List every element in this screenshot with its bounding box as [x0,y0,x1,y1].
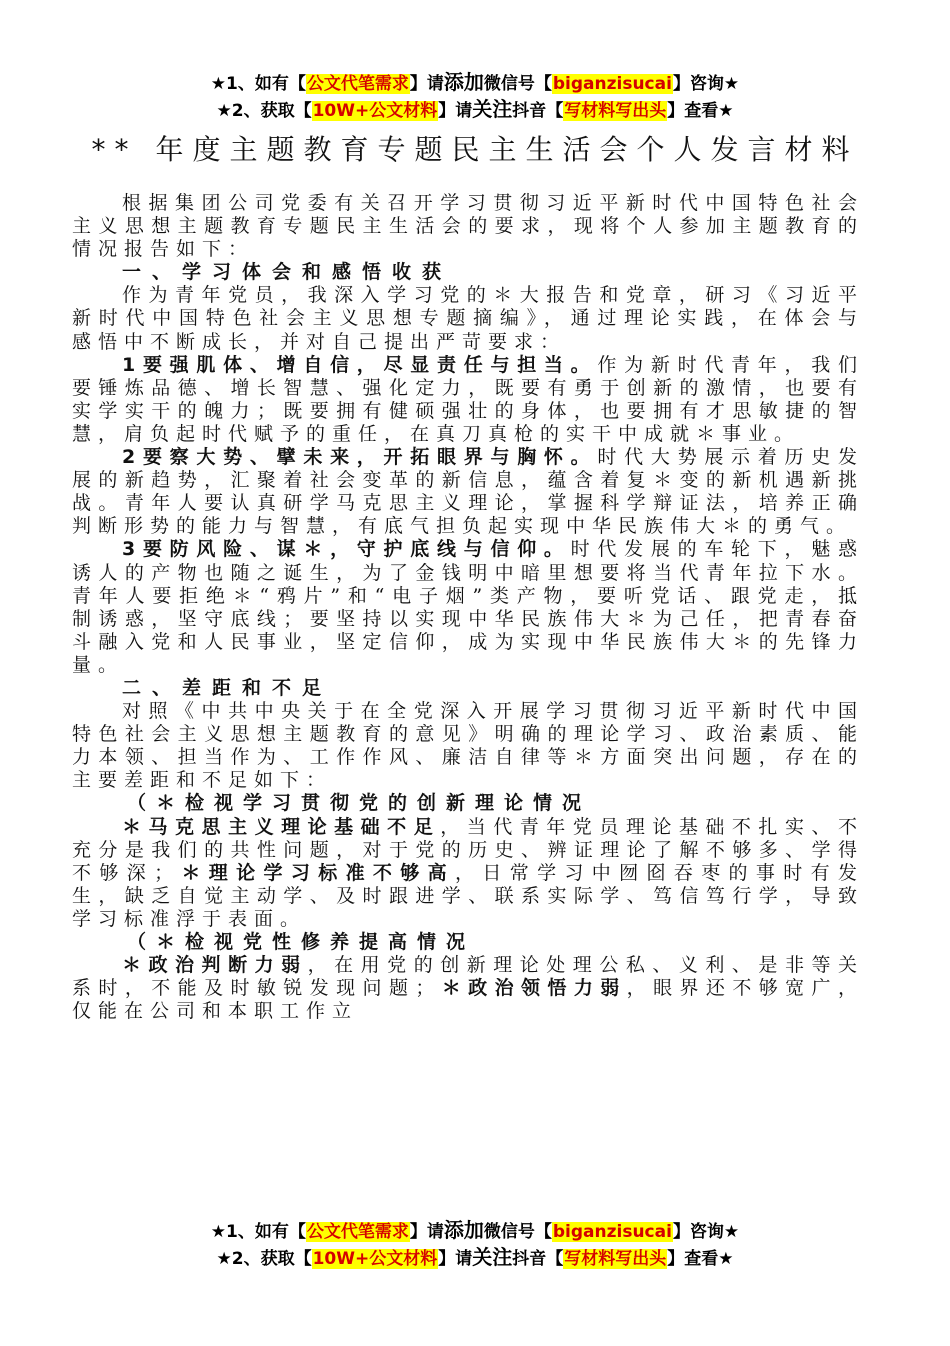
highlight-wechat-id: biganzisucai [552,74,672,94]
section1-intro: 作为青年党员，我深入学习党的＊大报告和党章，研习《习近平新时代中国特色社会主义思想专题摘编》，通过理论实践，在体会与感悟中不断成长，并对自己提出严苛要求： [72,284,864,353]
highlight-service: 公文代笔需求 [306,74,409,94]
document-body [72,192,864,1023]
section1-item-3: 3要防风险、谋＊，守护底线与信仰。时代发展的车轮下，魅惑诱人的产物也随之诞生，为了金钱明中暗里想要将当代青年拉下水。青年人要拒绝＊“鸦片”和“电子烟”类产物，要听党话、跟党走，抵制诱惑，坚守底线；要坚持以实现中华民族伟大＊为己任，把青春奋斗融入党和人民事业，坚定信仰，成为实现中华民族伟大＊的先锋力量。 [72,538,864,676]
promo-line-1: ★1、如有【公文代笔需求】请添加微信号【biganzisucai】咨询★ [210,70,740,94]
highlight-douyin: 写材料写出头 [564,101,667,121]
section1-item-2: 2要察大势、擘未来，开拓眼界与胸怀。时代大势展示着历史发展的新趋势，汇聚着社会变革的新信息，蕴含着复＊变的新机遇新挑战。青年人要认真研学马克思主义理论，掌握科学辩证法，培养正确判断形势的能力与智慧，有底气担负起实现中华民族伟大＊的勇气。 [72,446,864,538]
section1-item-1: 1要强肌体、增自信，尽显责任与担当。作为新时代青年，我们要锤炼品德、增长智慧、强化定力，既要有勇于创新的激情，也要有实学实干的魄力；既要拥有健硕强壮的身体，也要拥有才思敏捷的智慧，肩负起时代赋予的重任，在真刀真枪的实干中成就＊事业。 [72,353,864,445]
promo-banner-bottom [0,1218,950,1272]
section2-heading: 二、差距和不足 [122,676,333,699]
subsection1-paragraph: ＊马克思主义理论基础不足，当代青年党员理论基础不扎实、不充分是我们的共性问题，对于党的历史、辨证理论了解不够多、学得不够深；＊理论学习标准不够高，日常学习中囫囵吞枣的事时有发生，缺乏自觉主动学、及时跟进学、联系实际学、笃信笃行学，导致学习标准浮于表面。 [72,815,864,930]
highlight-douyin: 写材料写出头 [564,1249,667,1269]
section2-intro: 对照《中共中央关于在全党深入开展学习贯彻习近平新时代中国特色社会主义思想主题教育的意见》明确的理论学习、政治素质、能力本领、担当作为、工作作风、廉洁自律等＊方面突出问题，存在的主要差距和不足如下： [72,700,864,792]
document-title: ** 年度主题教育专题民主生活会个人发言材料 [91,133,859,166]
highlight-materials: 10W+公文材料 [312,1249,438,1269]
promo-line-1: ★1、如有【公文代笔需求】请添加微信号【biganzisucai】咨询★ [210,1218,740,1242]
promo-line-2: ★2、获取【10W+公文材料】请关注抖音【写材料写出头】查看★ [216,97,734,121]
subsection2-paragraph: ＊政治判断力弱，在用党的创新理论处理公私、义利、是非等关系时，不能及时敏锐发现问题；＊政治领悟力弱，眼界还不够宽广，仅能在公司和本职工作立 [72,954,864,1023]
subsection1-heading: （＊检视学习贯彻党的创新理论情况 [127,792,592,815]
highlight-materials: 10W+公文材料 [312,101,438,121]
intro-paragraph: 根据集团公司党委有关召开学习贯彻习近平新时代中国特色社会主义思想主题教育专题民主生活会的要求，现将个人参加主题教育的情况报告如下： [72,192,864,261]
highlight-service: 公文代笔需求 [306,1222,409,1242]
subsection2-heading: （＊检视党性修养提高情况 [127,931,476,953]
promo-line-2: ★2、获取【10W+公文材料】请关注抖音【写材料写出头】查看★ [216,1245,734,1269]
highlight-wechat-id: biganzisucai [552,1222,672,1242]
section1-heading: 一、学习体会和感悟收获 [122,261,453,284]
promo-banner-top [0,70,950,124]
